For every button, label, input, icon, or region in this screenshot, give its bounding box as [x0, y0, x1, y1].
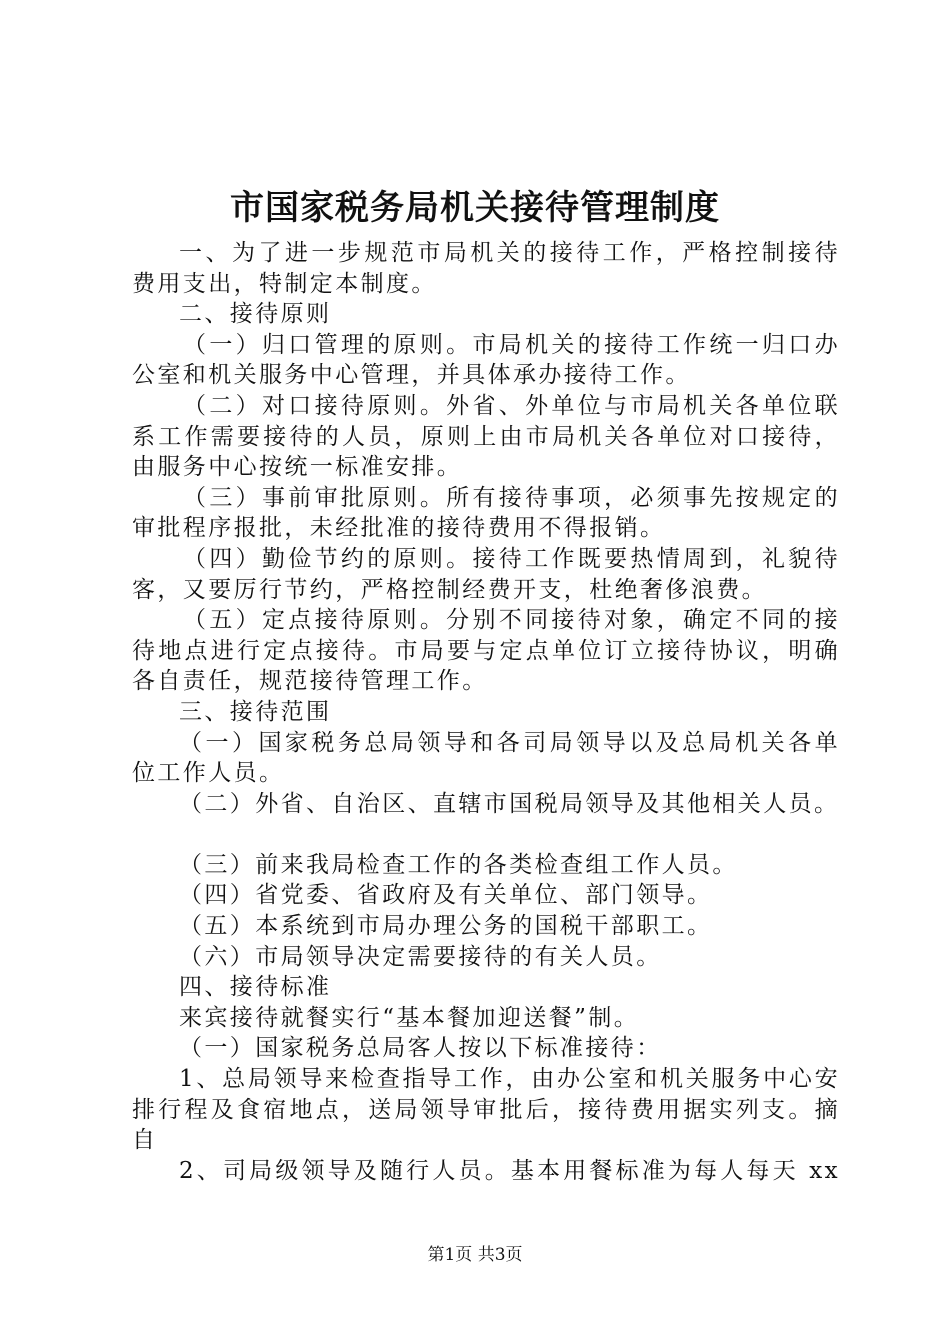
- paragraph-line: 由服务中心按统一标准安排。: [132, 454, 463, 481]
- paragraph-line: （一）归口管理的原则。市局机关的接待工作统一归口办: [183, 331, 840, 358]
- paragraph-line: （一）国家税务总局领导和各司局领导以及总局机关各单: [179, 729, 840, 756]
- paragraph-line: （四）勤俭节约的原则。接待工作既要热情周到，礼貌待: [183, 545, 840, 572]
- paragraph-line: （二）对口接待原则。外省、外单位与市局机关各单位联: [183, 392, 840, 419]
- paragraph-line: 排行程及食宿地点，送局领导审批后，接待费用据实列支。摘: [132, 1096, 840, 1123]
- section-heading: 二、接待原则: [179, 301, 332, 328]
- paragraph-line: （三）前来我局检查工作的各类检查组工作人员。: [179, 851, 738, 878]
- paragraph-line: 费用支出，特制定本制度。: [132, 270, 437, 297]
- paragraph-line: （五）本系统到市局办理公务的国税干部职工。: [179, 913, 713, 940]
- paragraph-line: （二）外省、自治区、直辖市国税局领导及其他相关人员。: [179, 790, 840, 817]
- paragraph-line: 2、司局级领导及随行人员。基本用餐标准为每人每天 xx: [179, 1157, 840, 1184]
- section-heading: 四、接待标准: [179, 974, 332, 1001]
- page-footer: 第1页 共3页: [427, 1245, 523, 1265]
- paragraph-line: 1、总局领导来检查指导工作，由办公室和机关服务中心安: [179, 1066, 840, 1093]
- blank-line: [132, 819, 840, 850]
- paragraph-line: 来宾接待就餐实行“基本餐加迎送餐”制。: [179, 1004, 640, 1031]
- document-body: [132, 238, 840, 1186]
- paragraph-line: （六）市局领导决定需要接待的有关人员。: [179, 943, 662, 970]
- paragraph-line: 审批程序报批，未经批准的接待费用不得报销。: [132, 515, 666, 542]
- paragraph-line: 系工作需要接待的人员，原则上由市局机关各单位对口接待，: [132, 423, 840, 450]
- paragraph-line: 自: [132, 1127, 158, 1154]
- section-heading: 三、接待范围: [179, 698, 332, 725]
- paragraph-line: 各自责任，规范接待管理工作。: [132, 668, 488, 695]
- paragraph-line: 一、为了进一步规范市局机关的接待工作，严格控制接待: [179, 240, 840, 266]
- paragraph-line: （一）国家税务总局客人按以下标准接待：: [179, 1035, 662, 1062]
- paragraph-line: 待地点进行定点接待。市局要与定点单位订立接待协议，明确: [132, 637, 840, 664]
- paragraph-line: 位工作人员。: [132, 760, 285, 787]
- paragraph-line: 客，又要厉行节约，严格控制经费开支，杜绝奢侈浪费。: [132, 576, 767, 603]
- paragraph-line: （五）定点接待原则。分别不同接待对象，确定不同的接: [183, 607, 840, 634]
- document-title: 市国家税务局机关接待管理制度: [230, 188, 720, 228]
- paragraph-line: 公室和机关服务中心管理，并具体承办接待工作。: [132, 362, 691, 389]
- paragraph-line: （三）事前审批原则。所有接待事项，必须事先按规定的: [183, 484, 840, 511]
- paragraph-line: （四）省党委、省政府及有关单位、部门领导。: [179, 882, 713, 909]
